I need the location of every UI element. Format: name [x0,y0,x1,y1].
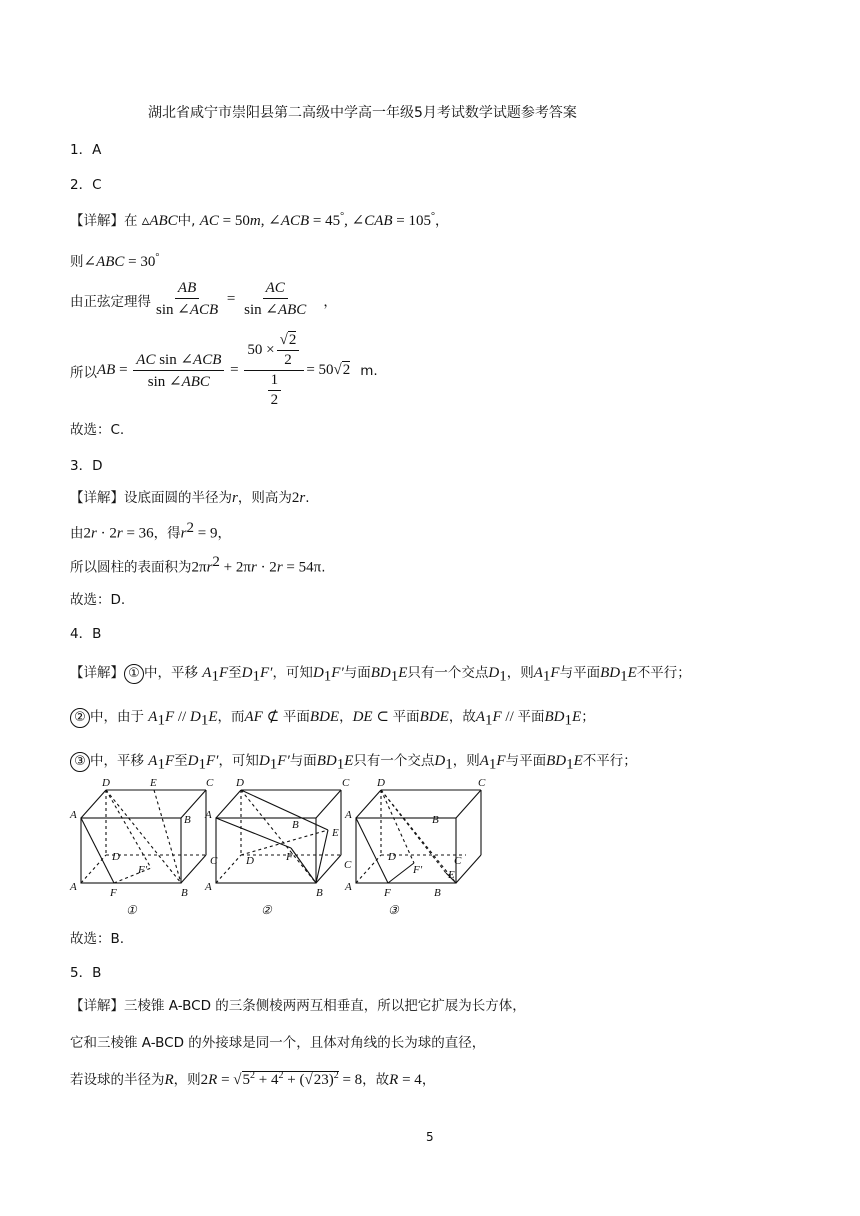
svg-text:C: C [210,855,218,867]
q2-line4: 所以 AB = $\frac{\text{AC sin ∠ACB}}{\text{sin ∠ABC}}$ = 50 × $\frac{√2}{2}$ $\frac{1}{2}$ = 50√2 m. [70,332,378,408]
svg-text:C: C [342,777,350,789]
q4-line3: ③ 中，平移 $A_1F$至$D_1F'$，可知$D_1F'$与面$BD_1E$只有一个交点$D_1$，则$A_1F$与平面$BD_1E$不平行； [70,749,637,774]
answer-q3: 3．D [70,458,103,474]
svg-text:A: A [205,881,212,893]
svg-text:B: B [292,819,299,831]
svg-text:B: B [181,887,188,899]
q4-choice: 故选：B. [70,931,125,947]
answer-q4: 4．B [70,626,102,642]
svg-text:B: B [434,887,441,899]
q2-choice: 故选：C. [70,422,125,438]
figure-label-2: ② [261,903,272,917]
svg-text:F: F [110,887,117,899]
svg-text:E: E [150,777,157,789]
svg-text:D: D [388,851,396,863]
svg-text:D: D [377,777,385,789]
svg-text:E: E [448,869,455,881]
q3-line1: 【详解】设底面圆的半径为r，则高为2r. [70,490,310,506]
q3-line3: 所以圆柱的表面积为$2\pi r^2 + 2\pi r \cdot 2r = 54\pi$. [70,554,326,576]
svg-text:D: D [246,855,254,867]
svg-text:A: A [205,809,212,821]
detail-label: 【详解】 [70,490,124,506]
cube-figure-2 [216,790,341,883]
svg-text:C: C [478,777,486,789]
svg-text:A: A [345,881,352,893]
q2-line2: 则∠ABC = 30° [70,252,160,270]
svg-text:B: B [316,887,323,899]
svg-text:F: F [286,851,293,863]
cube-figure-2-labels [204,777,352,899]
q3-line2: 由2r · 2r = 36，得$r^2 = 9$， [70,520,231,542]
q5-line3: 若设球的半径为R，则$2R = √5^2 + 4^2 + (√23)^2 = 8$，故R = 4， [70,1070,436,1088]
svg-text:C: C [454,855,462,867]
q4-cube-figures [66,777,486,918]
svg-text:F′: F′ [138,864,148,876]
svg-text:D: D [236,777,244,789]
svg-text:A: A [70,809,77,821]
document-title: 湖北省咸宁市崇阳县第二高级中学高一年级5月考试数学试题参考答案 [148,105,577,121]
svg-text:A: A [345,809,352,821]
svg-text:E: E [332,827,339,839]
q2-line3: 由正弦定理得 $\frac{AB}{\text{sin ∠ACB}}$ = $\frac{AC}{\text{sin ∠ABC}}$ ， [70,280,337,318]
q4-line1: 【详解】 ① 中，平移 $A_1F$至$D_1F'$，可知$D_1F'$与面$BD_1E$只有一个交点$D_1$，则$A_1F$与平面$BD_1E$不平行； [70,665,691,685]
svg-text:B: B [432,814,439,826]
answer-q5: 5．B [70,965,102,981]
svg-text:F: F [384,887,391,899]
answer-q1: 1．A [70,142,102,158]
figure-label-3: ③ [388,903,399,917]
q3-choice: 故选：D. [70,592,126,608]
q4-line2: ② 中，由于 $A_1F // D_1E$，而AF ⊄ 平面BDE，DE ⊂ 平面BDE，故$A_1F$ // 平面$BD_1E$； [70,705,595,730]
page-number: 5 [426,1130,434,1144]
svg-text:B: B [184,814,191,826]
q2-line1: 【详解】在 ▵ABC中, AC = 50m, ∠ACB = 45°, ∠CAB = 105°， [70,211,449,229]
answer-q2: 2．C [70,177,102,193]
svg-text:A: A [70,881,77,893]
q5-line2: 它和三棱锥 A-BCD 的外接球是同一个，且体对角线的长为球的直径， [70,1035,486,1051]
svg-text:D: D [112,851,120,863]
svg-text:F′: F′ [413,864,423,876]
svg-text:D: D [102,777,110,789]
figure-label-1: ① [126,903,137,917]
svg-text:C: C [206,777,214,789]
q5-line1: 【详解】三棱锥 A-BCD 的三条侧棱两两互相垂直，所以把它扩展为长方体， [70,998,526,1014]
detail-label: 【详解】 [70,213,124,229]
svg-text:C: C [344,859,352,871]
